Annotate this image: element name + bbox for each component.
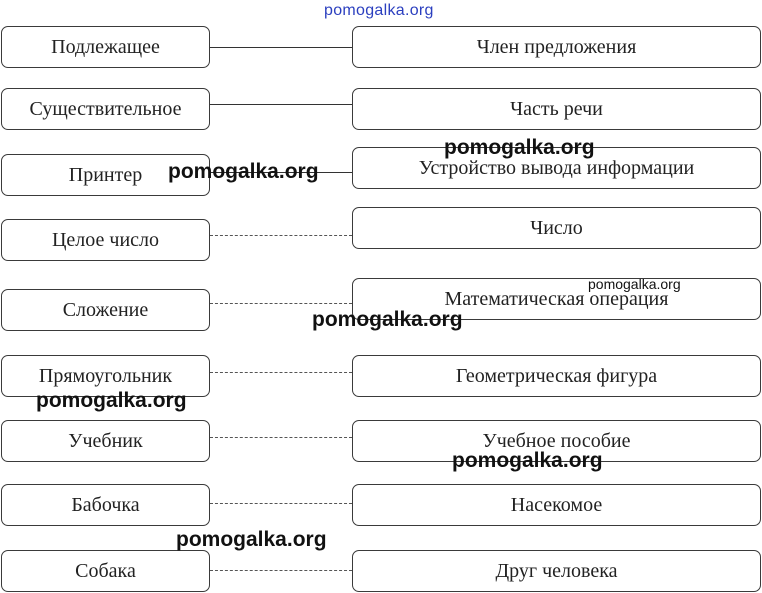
watermark-4: pomogalka.org bbox=[312, 308, 463, 331]
connector-9 bbox=[210, 570, 352, 571]
connector-1 bbox=[210, 47, 352, 48]
connector-6 bbox=[210, 372, 352, 373]
watermark-top: pomogalka.org bbox=[324, 2, 434, 19]
watermark-5: pomogalka.org bbox=[36, 389, 187, 412]
right-box-2: Часть речи bbox=[352, 88, 761, 130]
right-box-6: Геометрическая фигура bbox=[352, 355, 761, 397]
right-box-5: Математическая операция bbox=[352, 278, 761, 320]
watermark-6: pomogalka.org bbox=[452, 449, 603, 472]
left-box-1: Подлежащее bbox=[1, 26, 210, 68]
right-box-3: Устройство вывода информации bbox=[352, 147, 761, 189]
right-box-8: Насекомое bbox=[352, 484, 761, 526]
connector-4 bbox=[210, 235, 352, 236]
left-box-6: Прямоугольник bbox=[1, 355, 210, 397]
watermark-7: pomogalka.org bbox=[176, 528, 327, 551]
watermark-1: pomogalka.org bbox=[444, 136, 595, 159]
watermark-3: pomogalka.org bbox=[588, 276, 681, 292]
left-box-7: Учебник bbox=[1, 420, 210, 462]
left-box-5: Сложение bbox=[1, 289, 210, 331]
left-box-4: Целое число bbox=[1, 219, 210, 261]
connector-7 bbox=[210, 437, 352, 438]
right-box-7: Учебное пособие bbox=[352, 420, 761, 462]
left-box-2: Существительное bbox=[1, 88, 210, 130]
left-box-8: Бабочка bbox=[1, 484, 210, 526]
left-box-9: Собака bbox=[1, 550, 210, 592]
right-box-9: Друг человека bbox=[352, 550, 761, 592]
right-box-1: Член предложения bbox=[352, 26, 761, 68]
watermark-2: pomogalka.org bbox=[168, 160, 319, 183]
connector-8 bbox=[210, 503, 352, 504]
right-box-4: Число bbox=[352, 207, 761, 249]
connector-2 bbox=[210, 104, 352, 105]
left-box-3: Принтер bbox=[1, 154, 210, 196]
connector-5 bbox=[210, 303, 352, 304]
